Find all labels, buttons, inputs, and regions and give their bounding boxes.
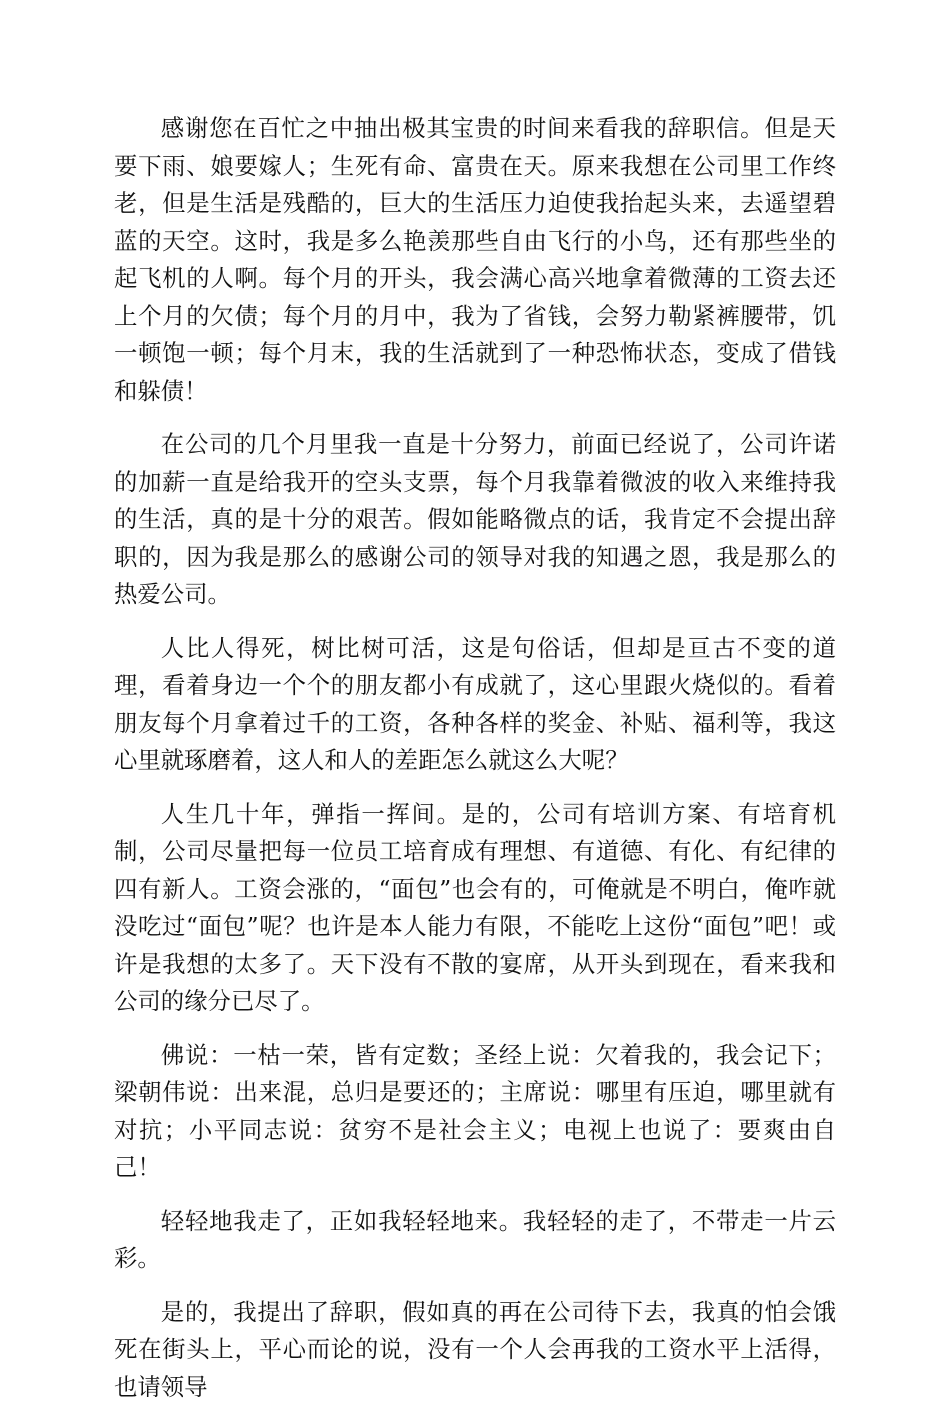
- paragraph: 感谢您在百忙之中抽出极其宝贵的时间来看我的辞职信。但是天要下雨、娘要嫁人；生死有命、富贵在天。原来我想在公司里工作终老，但是生活是残酷的，巨大的生活压力迫使我抬起头来，去遥望碧蓝的天空。这时，我是多么艳羡那些自由飞行的小鸟，还有那些坐的起飞机的人啊。每个月的开头，我会满心高兴地拿着微薄的工资去还上个月的欠债；每个月的月中，我为了省钱，会努力勒紧裤腰带，饥一顿饱一顿；每个月末，我的生活就到了一种恐怖状态，变成了借钱和躲债！: [114, 114, 836, 405]
- letter-body: [114, 110, 836, 1422]
- paragraph: 是的，我提出了辞职，假如真的再在公司待下去，我真的怕会饿死在街头上，平心而论的说，没有一个人会再我的工资水平上活得，也请领导: [114, 1297, 836, 1401]
- paragraph: 人比人得死，树比树可活，这是句俗话，但却是亘古不变的道理，看着身边一个个的朋友都小有成就了，这心里跟火烧似的。看着朋友每个月拿着过千的工资，各种各样的奖金、补贴、福利等，我这心里就琢磨着，这人和人的差距怎么就这么大呢？: [114, 633, 836, 774]
- paragraph: 轻轻地我走了，正如我轻轻地来。我轻轻的走了，不带走一片云彩。: [114, 1206, 836, 1272]
- paragraph: 人生几十年，弹指一挥间。是的，公司有培训方案、有培育机制，公司尽量把每一位员工培育成有理想、有道德、有化、有纪律的四有新人。工资会涨的，“面包”也会有的，可俺就是不明白，俺咋就没吃过“面包”呢？也许是本人能力有限，不能吃上这份“面包”吧！或许是我想的太多了。天下没有不散的宴席，从开头到现在，看来我和公司的缘分已尽了。: [114, 799, 836, 1015]
- paragraph: 佛说：一枯一荣，皆有定数；圣经上说：欠着我的，我会记下；梁朝伟说：出来混，总归是要还的；主席说：哪里有压迫，哪里就有对抗；小平同志说：贫穷不是社会主义；电视上也说了：要爽由自己！: [114, 1040, 836, 1181]
- paragraph: 在公司的几个月里我一直是十分努力，前面已经说了，公司许诺的加薪一直是给我开的空头支票，每个月我靠着微波的收入来维持我的生活，真的是十分的艰苦。假如能略微点的话，我肯定不会提出辞职的，因为我是那么的感谢公司的领导对我的知遇之恩，我是那么的热爱公司。: [114, 430, 836, 608]
